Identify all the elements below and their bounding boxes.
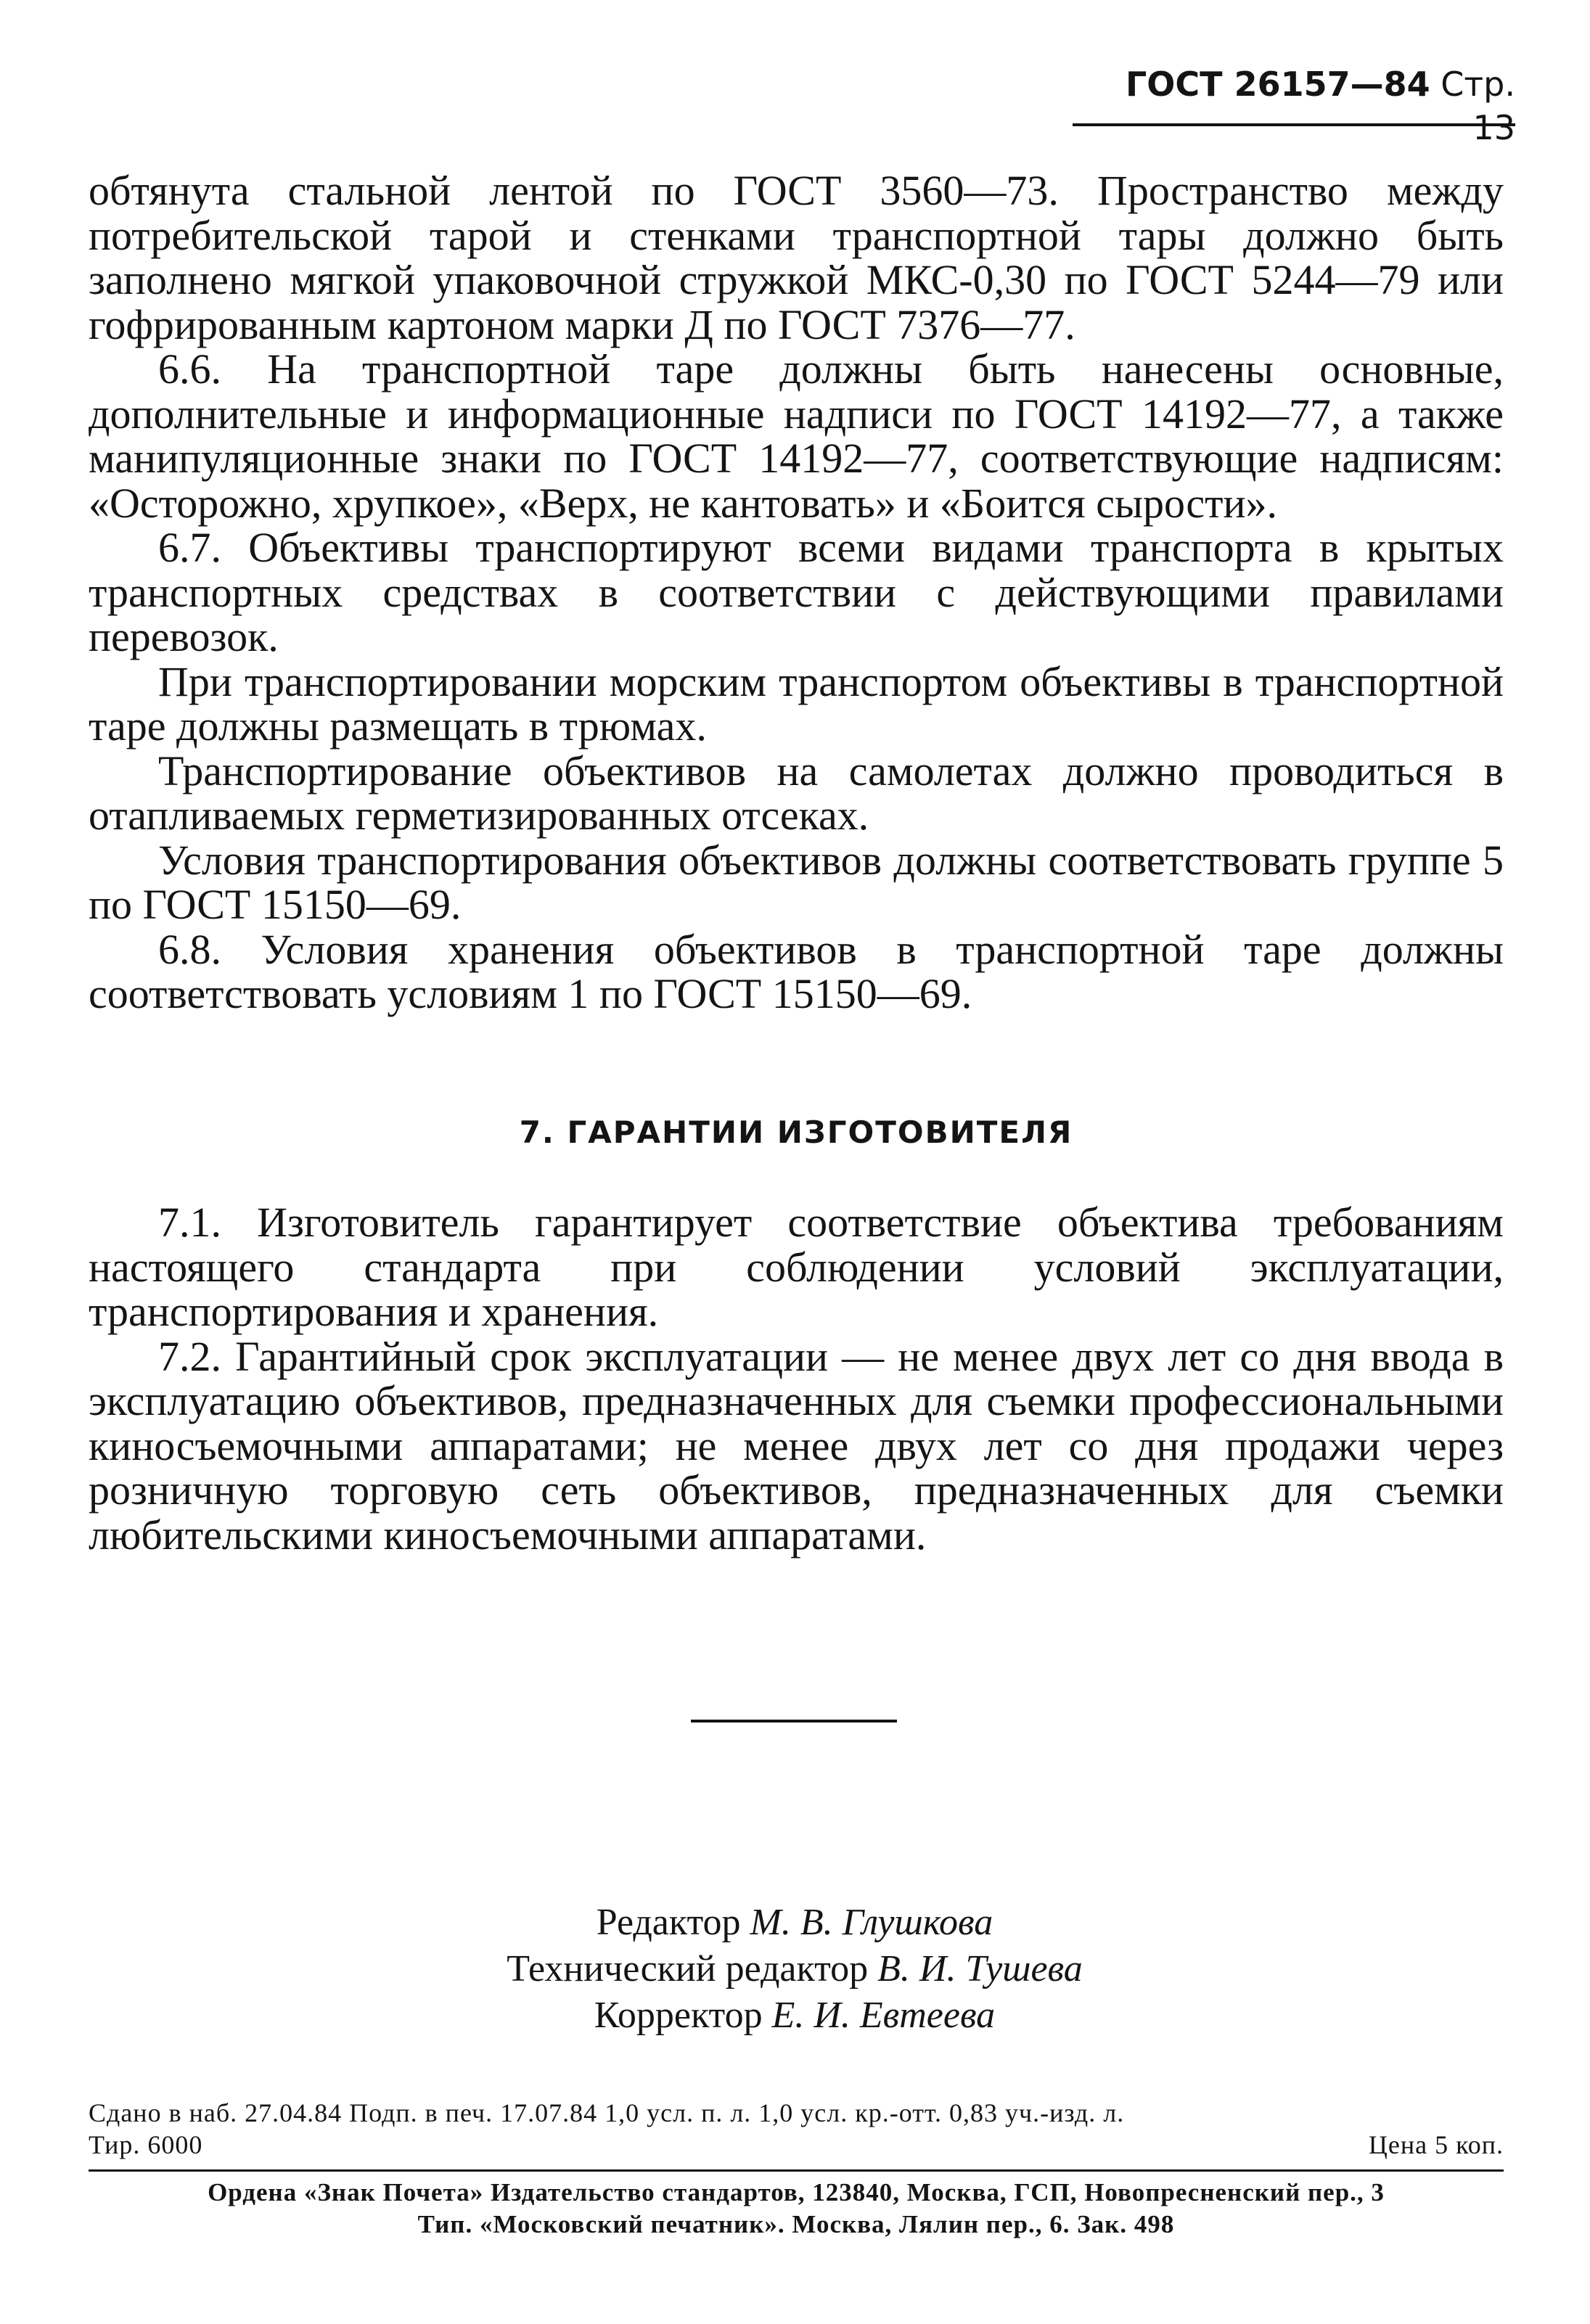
print-dates: Сдано в наб. 27.04.84 Подп. в печ. 17.07.84 1,0 усл. п. л. 1,0 усл. кр.-отт. 0,83 уч.-изд. л. <box>89 2098 1125 2127</box>
divider-line <box>691 1720 897 1723</box>
tech-editor-role: Технический редактор <box>507 1948 869 1990</box>
proofreader-name: Е. И. Евтеева <box>771 1995 996 2036</box>
page-number: Стр. 13 <box>1441 65 1515 147</box>
print-details <box>89 2097 1504 2161</box>
editor-role: Редактор <box>596 1902 741 1943</box>
page-header <box>1073 62 1515 147</box>
publisher: Ордена «Знак Почета» Издательство стандартов, 123840, Москва, ГСП, Новопресненский пер., 3 <box>208 2178 1385 2206</box>
paragraph: При транспортировании морским транспортом объективы в транспортной таре должны размещать в трюмах. <box>89 657 1504 750</box>
paragraph: 6.6. На транспортной таре должны быть нанесены основные, дополнительные и информационные надписи по ГОСТ 14192—77, а также манипуляционные знаки по ГОСТ 14192—77, соответствующие надписям: «Осторожно, хрупкое», «Верх, не кантовать» и «Боится сырости». <box>89 345 1504 527</box>
paragraph: обтянута стальной лентой по ГОСТ 3560—73. Пространство между потребительской тарой и стенками транспортной тары должно быть заполнено мягкой упаковочной стружкой МКС-0,30 по ГОСТ 5244—79 или гофрированным картоном марки Д по ГОСТ 7376—77. <box>89 167 1504 348</box>
proofreader-line <box>290 1992 1299 2039</box>
tech-editor-line <box>290 1946 1299 1992</box>
publisher-details <box>89 2177 1504 2241</box>
paragraph: 7.2. Гарантийный срок эксплуатации — не менее двух лет со дня ввода в эксплуатацию объективов, предназначенных для съемки профессиональными киносъемочными аппаратами; не менее двух лет со дня продажи через розничную торговую сеть объективов, предназначенных для съемки любительскими киносъемочными аппаратами. <box>89 1332 1504 1559</box>
standard-number: ГОСТ 26157—84 <box>1126 65 1430 104</box>
section-7-text <box>89 1200 1504 1557</box>
paragraph: 6.7. Объективы транспортируют всеми видами транспорта в крытых транспортных средствах в соответствии с действующими правилами перевозок. <box>89 524 1504 660</box>
editor-name: М. В. Глушкова <box>750 1902 993 1943</box>
price: Цена 5 коп. <box>1368 2130 1504 2159</box>
print-run: Тир. 6000 <box>89 2130 203 2159</box>
editor-line <box>290 1900 1299 1946</box>
tech-editor-name: В. И. Тушева <box>877 1948 1083 1990</box>
paragraph: 6.8. Условия хранения объективов в транспортной таре должны соответствовать условиям 1 по ГОСТ 15150—69. <box>89 925 1504 1017</box>
section-heading: 7. ГАРАНТИИ ИЗГОТОВИТЕЛЯ <box>519 1114 1073 1150</box>
paragraph: Условия транспортирования объективов должны соответствовать группе 5 по ГОСТ 15150—69. <box>89 836 1504 928</box>
credits-block <box>290 1900 1299 2039</box>
imprint-rule <box>89 2169 1504 2172</box>
paragraph: Транспортирование объективов на самолетах должно проводиться в отапливаемых герметизированных отсеках. <box>89 747 1504 839</box>
section-6-text <box>89 168 1504 1017</box>
paragraph: 7.1. Изготовитель гарантирует соответствие объектива требованиям настоящего стандарта при соблюдении условий эксплуатации, транспортирования и хранения. <box>89 1199 1504 1335</box>
print-run-row <box>89 2129 1504 2161</box>
proofreader-role: Корректор <box>594 1995 763 2036</box>
printer: Тип. «Московский печатник». Москва, Лялин пер., 6. Зак. 498 <box>417 2210 1175 2238</box>
